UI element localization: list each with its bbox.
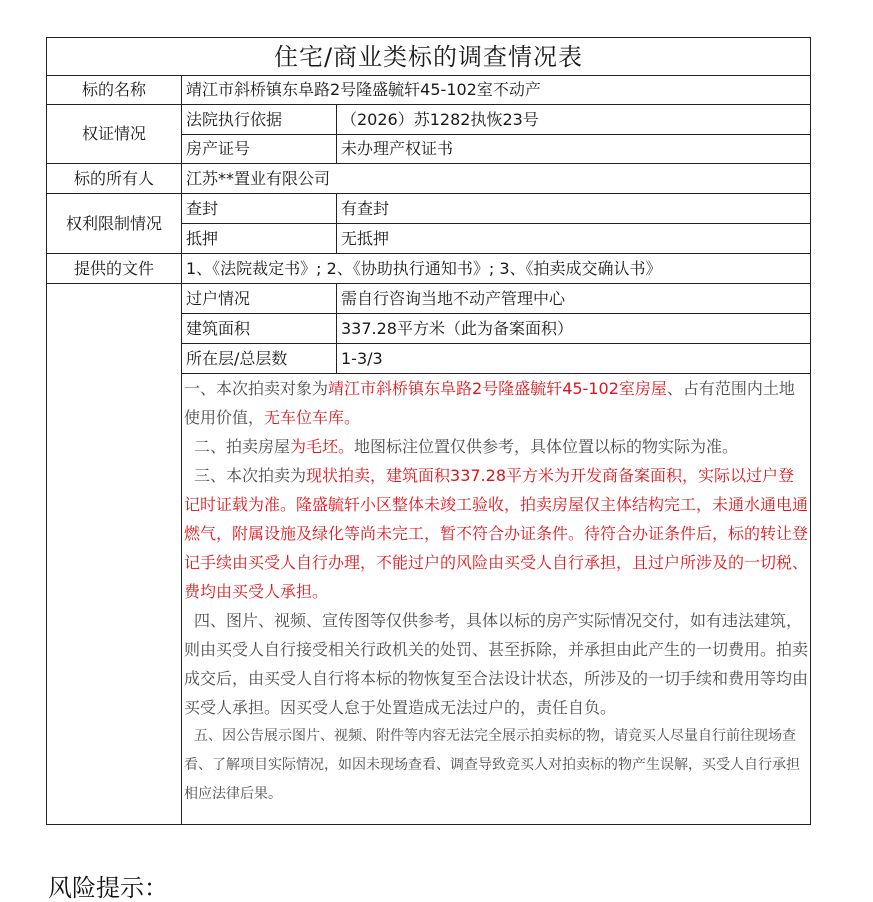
details-blank-cell xyxy=(47,284,182,825)
page-title: 住宅/商业类标的调查情况表 xyxy=(47,38,811,76)
row-documents xyxy=(47,254,811,284)
note-text: 地图标注位置仅供参考，具体位置以标的物实际为准。 xyxy=(354,437,739,456)
note-paragraph xyxy=(184,374,808,432)
restriction-value: 无抵押 xyxy=(337,224,811,254)
note-highlight: 无车位车库。 xyxy=(264,408,361,427)
documents-value: 1、《法院裁定书》; 2、《协助执行通知书》; 3、《拍卖成交确认书》 xyxy=(182,254,811,284)
note-paragraph: 五、因公告展示图片、视频、附件等内容无法完全展示拍卖标的物，请竞买人尽量自行前往现场查看、了解项目实际情况，如因未现场查看、调查导致竞买人对拍卖标的物产生误解，买受人自行承担相应法律后果。 xyxy=(184,728,800,802)
detail-key: 过户情况 xyxy=(182,284,337,314)
rights-value: 未办理产权证书 xyxy=(337,135,811,164)
owner-value: 江苏**置业有限公司 xyxy=(182,164,811,194)
note-highlight: 为毛坯。 xyxy=(290,437,355,456)
notes-cell xyxy=(182,374,811,825)
restriction-value: 有查封 xyxy=(337,194,811,224)
note-paragraph: 四、图片、视频、宣传图等仅供参考，具体以标的房产实际情况交付，如有违法建筑，则由买受人自行接受相关行政机关的处罚、甚至拆除，并承担由此产生的一切费用。拍卖成交后，由买受人自行将本标的物恢复至合法设计状态，所涉及的一切手续和费用等均由买受人承担。因买受人怠于处置造成无法过户的，责任自负。 xyxy=(184,611,809,717)
row-detail xyxy=(47,284,811,314)
row-rights-1 xyxy=(47,105,811,135)
detail-value: 337.28平方米（此为备案面积） xyxy=(337,314,811,344)
rights-value: （2026）苏1282执恢23号 xyxy=(337,105,811,135)
note-highlight: 靖江市斜桥镇东阜路2号隆盛毓轩45-102室房屋 xyxy=(328,379,667,398)
rights-key: 法院执行依据 xyxy=(182,105,337,135)
restrictions-label: 权利限制情况 xyxy=(47,194,182,254)
documents-label: 提供的文件 xyxy=(47,254,182,284)
row-subject-name xyxy=(47,76,811,105)
note-text: 、占有范围内土地使用价值， xyxy=(184,379,795,427)
survey-table xyxy=(46,37,811,825)
detail-key: 所在层/总层数 xyxy=(182,344,337,374)
detail-key: 建筑面积 xyxy=(182,314,337,344)
risk-warning-heading: 风险提示： xyxy=(48,874,168,902)
row-owner xyxy=(47,164,811,194)
rights-label: 权证情况 xyxy=(47,105,182,164)
restriction-key: 抵押 xyxy=(182,224,337,254)
owner-label: 标的所有人 xyxy=(47,164,182,194)
note-highlight: 现状拍卖，建筑面积337.28平方米为开发商备案面积，实际以过户登记时证载为准。隆盛毓轩小区整体未竣工验收，拍卖房屋仅主体结构完工，未通水通电通燃气，附属设施及绿化等尚未完工，暂不符合办证条件。待符合办证条件后，标的转让登记手续由买受人自行办理，不能过户的风险由买受人自行承担，且过户所涉及的一切税、费均由买受人承担。 xyxy=(184,466,809,601)
row-restrictions-1 xyxy=(47,194,811,224)
subject-name-value: 靖江市斜桥镇东阜路2号隆盛毓轩45-102室不动产 xyxy=(182,76,811,105)
detail-value: 需自行咨询当地不动产管理中心 xyxy=(337,284,811,314)
subject-name-label: 标的名称 xyxy=(47,76,182,105)
restriction-key: 查封 xyxy=(182,194,337,224)
note-text: 二、拍卖房屋 xyxy=(194,437,291,456)
detail-value: 1-3/3 xyxy=(337,344,811,374)
note-paragraph xyxy=(184,432,808,461)
note-text: 一、本次拍卖对象为 xyxy=(184,379,329,398)
note-paragraph xyxy=(184,461,808,606)
note-text: 三、本次拍卖为 xyxy=(194,466,307,485)
rights-key: 房产证号 xyxy=(182,135,337,164)
